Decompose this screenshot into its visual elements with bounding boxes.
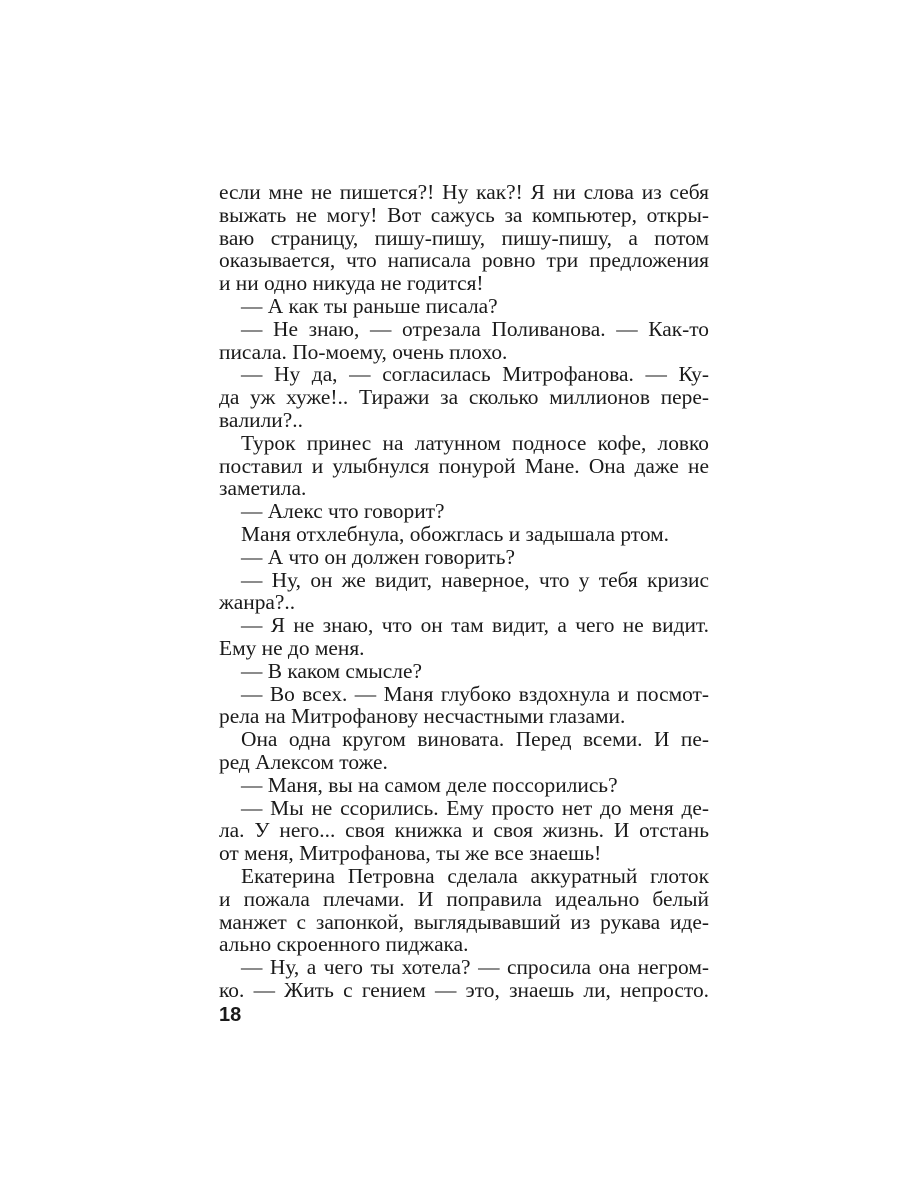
text-line: — Алекс что говорит? [241, 499, 445, 524]
text-line: ред Алексом тоже. [219, 749, 388, 774]
text-line: — Маня, вы на самом деле поссорились? [241, 772, 618, 797]
text-line: если мне не пишется?! Ну как?! Я ни слова из себя [219, 180, 709, 204]
text-line: от меня, Митрофанова, ты же все знаешь! [219, 841, 602, 866]
page-number: 18 [219, 1004, 242, 1026]
text-line: оказывается, что написала ровно три предложения [219, 248, 709, 273]
text-line: ваю страницу, пишу-пишу, пишу-пишу, а потом [219, 225, 709, 250]
text-line: — Не знаю, — отрезала Поливанова. — Как-то [241, 316, 709, 341]
text-line: Она одна кругом виновата. Перед всеми. И пе- [241, 727, 709, 752]
text-line: — Мы не ссорились. Ему просто нет до меня де- [241, 795, 709, 820]
text-line: — Ну да, — согласилась Митрофанова. — Ку- [241, 362, 709, 387]
text-line: валили?.. [219, 407, 303, 432]
text-line: да уж хуже!.. Тиражи за сколько миллионов пере- [219, 385, 709, 410]
text-line: — А как ты раньше писала? [241, 293, 498, 318]
text-line: — В каком смысле? [241, 658, 422, 683]
text-line: заметила. [219, 476, 307, 501]
text-line: рела на Митрофанову несчастными глазами. [219, 704, 626, 729]
text-line: — Я не знаю, что он там видит, а чего не видит. [241, 613, 709, 638]
body-text [219, 181, 709, 1002]
text-line: поставил и улыбнулся понурой Мане. Она даже не [219, 453, 709, 478]
text-line: — Во всех. — Маня глубоко вздохнула и посмот- [241, 681, 709, 706]
text-line: — Ну, он же видит, наверное, что у тебя кризис [241, 567, 709, 592]
text-line: — Ну, а чего ты хотела? — спросила она негром- [241, 955, 709, 980]
text-line: ко. — Жить с гением — это, знаешь ли, непросто. [219, 977, 709, 1002]
text-line: ла. У него... своя книжка и своя жизнь. И отстань [219, 818, 709, 843]
text-line: — А что он должен говорить? [241, 544, 515, 569]
text-line: и пожала плечами. И поправила идеально белый [219, 886, 709, 911]
text-line: выжать не могу! Вот сажусь за компьютер, откры- [219, 202, 709, 227]
text-line: Маня отхлебнула, обожглась и задышала ртом. [241, 521, 670, 546]
text-line: манжет с запонкой, выглядывавший из рукава иде- [219, 909, 709, 934]
text-line: и ни одно никуда не годится! [219, 271, 484, 296]
text-line: Екатерина Петровна сделала аккуратный глоток [241, 863, 709, 888]
text-line: жанра?.. [219, 590, 296, 615]
text-line: ально скроенного пиджака. [219, 932, 469, 957]
text-line: писала. По-моему, очень плохо. [219, 339, 508, 364]
text-line: Турок принес на латунном подносе кофе, ловко [241, 430, 709, 455]
text-line: Ему не до меня. [219, 635, 365, 660]
